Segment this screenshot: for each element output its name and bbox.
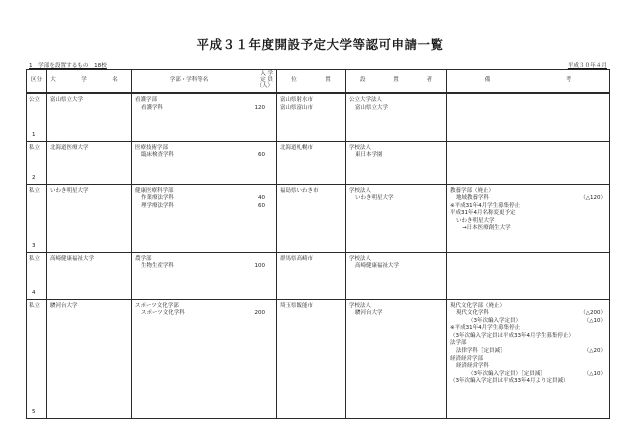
- cell-faculty: [132, 252, 277, 299]
- header-remarks: 備 考: [447, 70, 610, 94]
- remark-line: （3年次編入学定員は平成33年4月より定員減）: [450, 378, 569, 385]
- remark-line: →日本医療創生大学: [462, 225, 511, 232]
- faculty-name: 看護学部: [135, 97, 158, 103]
- department-line: 理学療法学科 60: [135, 203, 273, 211]
- faculty-name: スポーツ文化学部: [135, 302, 179, 309]
- cell-university: 高崎健康福祉大学: [47, 252, 132, 299]
- header-founder: 設 置 者: [346, 70, 447, 94]
- remark-line: 法律学科［定員減］ （△20）: [456, 348, 606, 355]
- remark-line: いわき明星大学: [456, 217, 495, 224]
- faculty-name: 健康医療科学部: [135, 187, 174, 194]
- table-row: [27, 93, 610, 141]
- department-line: 生物生産学科 100: [135, 263, 273, 271]
- quota-value: 40: [258, 195, 265, 202]
- faculty-name: 農学部: [135, 255, 152, 262]
- department-line: 看護学科 120: [135, 105, 273, 113]
- cell-founder: 公立大学法人 富山県立大学: [346, 93, 447, 141]
- cell-remarks: [447, 299, 610, 418]
- cell-kubun: 私立 2: [27, 141, 47, 184]
- department-line: 作業療法学科 40: [135, 195, 273, 203]
- cell-kubun: 私立 5: [27, 299, 47, 418]
- document-title: 平成３１年度開設予定大学等認可申請一覧: [196, 37, 444, 52]
- header-faculty: 学部・学科等名 入 学 定 員 （人）: [132, 70, 277, 94]
- cell-university: 富山県立大学: [47, 93, 132, 141]
- cell-kubun: 私立 3: [27, 184, 47, 252]
- department-line: 臨床検査学科 60: [135, 152, 273, 160]
- cell-founder: 学校法人 東日本学園: [346, 141, 447, 184]
- cell-university: いわき明星大学: [47, 184, 132, 252]
- remark-line: 経済経営学科: [456, 363, 490, 370]
- cell-remarks: [447, 93, 610, 141]
- table-row: [27, 299, 610, 418]
- quota-value: 100: [254, 263, 265, 270]
- cell-location: 埼玉県飯能市: [277, 299, 346, 418]
- application-table: [26, 69, 610, 419]
- cell-kubun: 公立 1: [27, 93, 47, 141]
- remark-line: 教養学部（廃止）: [450, 187, 495, 194]
- row-number: 5: [32, 408, 36, 415]
- table-row: [27, 141, 610, 184]
- cell-remarks: [447, 184, 610, 252]
- remark-line: 現代文化学科 （△200）: [456, 310, 606, 317]
- quota-value: 60: [258, 152, 265, 159]
- faculty-name: 医療技術学部: [135, 144, 169, 151]
- cell-location: 富山県射水市 富山県富山市: [277, 93, 346, 141]
- header-kubun: 区分: [27, 70, 47, 94]
- section-label: 1 学部を設置するもの 18校: [29, 63, 107, 69]
- row-number: 4: [32, 289, 36, 296]
- quota-value: 120: [254, 104, 265, 111]
- cell-faculty: [132, 299, 277, 418]
- cell-founder: 学校法人 いわき明星大学: [346, 184, 447, 252]
- remark-line: ※平成31年4月学生募集停止: [450, 325, 521, 332]
- remark-line: ※平成31年4月学生募集停止: [450, 202, 521, 209]
- row-number: 1: [32, 131, 36, 138]
- header-location: 位 置: [277, 70, 346, 94]
- cell-faculty: [132, 184, 277, 252]
- cell-kubun: 私立 4: [27, 252, 47, 299]
- row-number: 3: [32, 242, 36, 249]
- cell-founder: 学校法人 駿河台大学: [346, 299, 447, 418]
- cell-location: 群馬県高崎市: [277, 252, 346, 299]
- header-quota: 入 学 定 員 （人）: [256, 71, 273, 89]
- table-row: [27, 184, 610, 252]
- cell-founder: 学校法人 高崎健康福祉大学: [346, 252, 447, 299]
- department-line: スポーツ文化学科 200: [135, 310, 273, 318]
- cell-university: 駿河台大学: [47, 299, 132, 418]
- cell-location: 北海道札幌市: [277, 141, 346, 184]
- cell-location: 福島県いわき市: [277, 184, 346, 252]
- remark-line: （3年次編入学定員は平成33年4月学生募集停止）: [450, 332, 574, 339]
- table-row: [27, 252, 610, 299]
- quota-value: 60: [258, 202, 265, 209]
- document-date: 平成３０年４月: [567, 63, 607, 69]
- remark-line: 平成31年4月名称変更予定: [450, 210, 516, 217]
- remark-line: （3年次編入学定員） （△10）: [468, 317, 606, 324]
- header-university: 大 学 名: [47, 70, 132, 94]
- cell-faculty: [132, 141, 277, 184]
- table-header-row: [27, 70, 610, 94]
- remark-line: （3年次編入学定員）［定員減］ （△10）: [468, 370, 606, 377]
- remark-line: 法学部: [450, 340, 467, 347]
- remark-line: 地域教養学科 （△120）: [456, 195, 606, 202]
- cell-faculty: [132, 93, 277, 141]
- cell-university: 北海道医療大学: [47, 141, 132, 184]
- remark-line: 現代文化学部（廃止）: [450, 302, 506, 309]
- row-number: 2: [32, 174, 36, 181]
- cell-remarks: [447, 252, 610, 299]
- cell-remarks: [447, 141, 610, 184]
- remark-line: 経済経営学部: [450, 355, 484, 362]
- quota-value: 200: [254, 310, 265, 317]
